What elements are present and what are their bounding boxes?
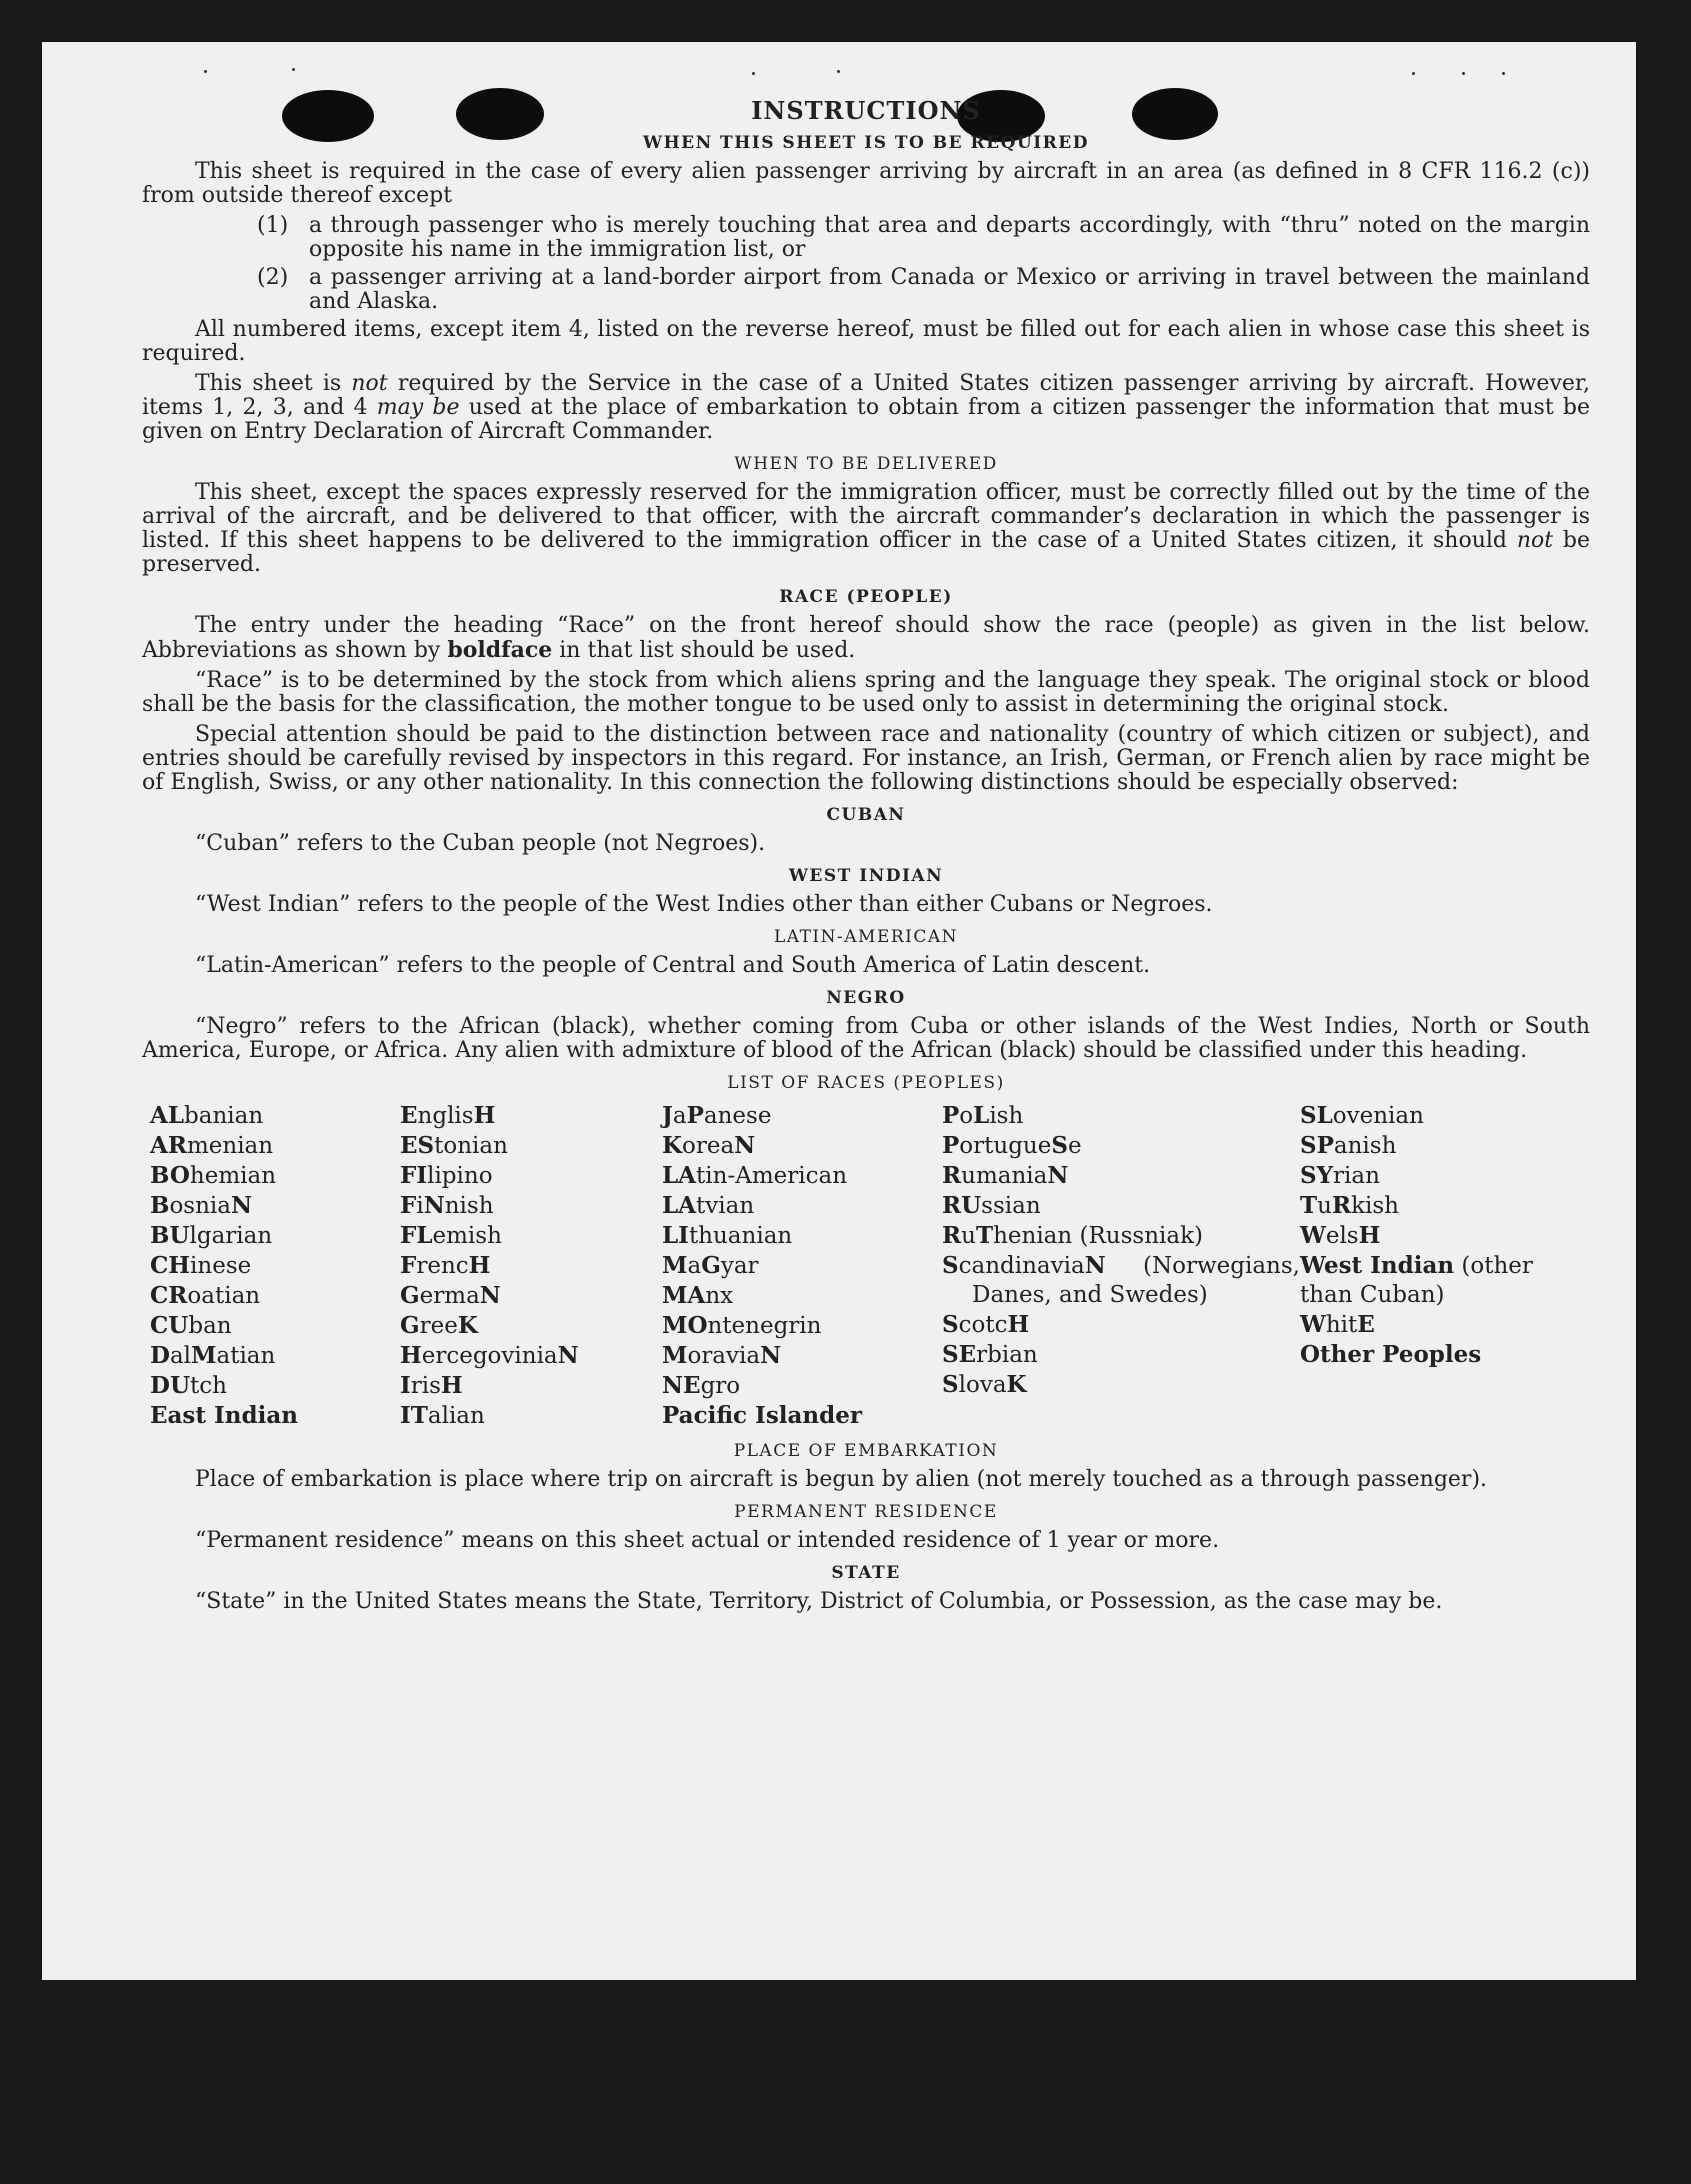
race-entry: LAtvian: [662, 1192, 755, 1219]
race-list: [150, 1101, 1590, 1431]
race-entry: ITalian: [400, 1402, 485, 1429]
speck: [837, 70, 840, 73]
section-heading-negro: NEGRO: [826, 988, 906, 1008]
section-heading-residence: PERMANENT RESIDENCE: [734, 1502, 998, 1522]
paragraph: “State” in the United States means the State, Territory, District of Columbia, or Possession, as the case may be.: [195, 1589, 1443, 1614]
race-entry: RUssian: [942, 1192, 1041, 1219]
race-entry: FiNnish: [400, 1192, 494, 1219]
section-heading-required: WHEN THIS SHEET IS TO BE REQUIRED: [642, 133, 1090, 153]
race-entry: EStonian: [400, 1132, 508, 1159]
paragraph: “Race” is to be determined by the stock from which aliens spring and the language they speak. The original stock or blood shall be the basis for the classification, the mother tongue to be used only to assist in determining the original stock.: [142, 668, 1590, 717]
section-heading-cuban: CUBAN: [826, 805, 906, 825]
race-entry: MOntenegrin: [662, 1312, 822, 1339]
race-entry: HercegoviniaN: [400, 1342, 579, 1369]
race-column: [400, 1101, 662, 1431]
race-entry: JaPanese: [662, 1102, 772, 1129]
race-entry: RuThenian (Russniak): [942, 1222, 1204, 1249]
race-entry: RumaniaN: [942, 1162, 1069, 1189]
race-entry: MaGyar: [662, 1252, 759, 1279]
speck: [1412, 72, 1415, 75]
paragraph: Special attention should be paid to the distinction between race and nationality (country of which citizen or subject), and entries should be carefully revised by inspectors in this regard. For instance, an Irish, German, or French alien by race might be of English, Swiss, or any other nationality. In this connection the following distinctions should be especially observed:: [142, 722, 1590, 795]
instructions-content: [142, 96, 1590, 1620]
speck: [204, 70, 207, 73]
race-entry: ARmenian: [150, 1132, 274, 1159]
race-entry: SErbian: [942, 1341, 1038, 1368]
document-sheet: [42, 42, 1636, 1980]
race-entry: WhitE: [1300, 1311, 1375, 1338]
race-entry: MAnx: [662, 1282, 734, 1309]
race-entry: IrisH: [400, 1372, 463, 1399]
speck: [292, 68, 295, 71]
paragraph: This sheet is not required by the Service in the case of a United States citizen passenger arriving by aircraft. However, items 1, 2, 3, and 4 may be used at the place of embarkation to obtain from a citizen passenger the information that must be given on Entry Declaration of Aircraft Commander.: [142, 371, 1590, 444]
paragraph: The entry under the heading “Race” on the front hereof should show the race (people) as given in the list below. Abbreviations as shown by boldface in that list should be used.: [142, 613, 1590, 663]
race-entry: Pacific Islander: [662, 1402, 862, 1429]
race-entry: ScandinaviaN (Norwegians, Danes, and Swedes): [942, 1252, 1300, 1308]
item-number: (1): [257, 213, 289, 238]
paragraph: Place of embarkation is place where trip on aircraft is begun by alien (not merely touched as a through passenger).: [195, 1467, 1488, 1492]
race-entry: FIlipino: [400, 1162, 493, 1189]
paragraph: This sheet, except the spaces expressly reserved for the immigration officer, must be correctly filled out by the time of the arrival of the aircraft, and be delivered to that officer, with the aircraft commander’s declaration in which the passenger is listed. If this sheet happens to be delivered to the immigration officer in the case of a United States citizen, it should not be preserved.: [142, 480, 1590, 577]
paragraph: “Permanent residence” means on this sheet actual or intended residence of 1 year or more.: [195, 1528, 1220, 1553]
race-entry: BOhemian: [150, 1162, 277, 1189]
section-heading-state: STATE: [831, 1563, 901, 1583]
race-column: [662, 1101, 942, 1431]
race-entry: WelsH: [1300, 1222, 1381, 1249]
item-text: a through passenger who is merely touching that area and departs accordingly, with “thru” noted on the margin opposite his name in the immigration list, or: [309, 213, 1590, 262]
race-entry: DUtch: [150, 1372, 227, 1399]
race-entry: EnglisH: [400, 1102, 496, 1129]
page-title: INSTRUCTIONS: [751, 96, 981, 125]
race-column: [1300, 1101, 1550, 1431]
race-entry: TuRkish: [1300, 1192, 1399, 1219]
race-entry: DalMatian: [150, 1342, 276, 1369]
race-entry: PoLish: [942, 1102, 1024, 1129]
paragraph: “Negro” refers to the African (black), whether coming from Cuba or other islands of the West Indies, North or South America, Europe, or Africa. Any alien with admixture of blood of the African (black) should be classified under this heading.: [142, 1014, 1590, 1063]
race-entry: CRoatian: [150, 1282, 261, 1309]
race-entry: BUlgarian: [150, 1222, 273, 1249]
race-entry: PortugueSe: [942, 1132, 1082, 1159]
section-heading-west-indian: WEST INDIAN: [788, 866, 944, 886]
exception-item: [142, 266, 1590, 314]
paragraph: “Latin-American” refers to the people of Central and South America of Latin descent.: [195, 953, 1151, 978]
paragraph: “Cuban” refers to the Cuban people (not Negroes).: [195, 831, 766, 856]
race-entry: East Indian: [150, 1402, 298, 1429]
race-entry: GermaN: [400, 1282, 501, 1309]
section-heading-list: LIST OF RACES (PEOPLES): [727, 1073, 1005, 1093]
race-entry: CUban: [150, 1312, 232, 1339]
race-entry: ALbanian: [150, 1102, 264, 1129]
paragraph: This sheet is required in the case of every alien passenger arriving by aircraft in an area (as defined in 8 CFR 116.2 (c)) from outside thereof except: [142, 159, 1590, 208]
race-entry: SYrian: [1300, 1162, 1380, 1189]
race-entry: West Indian (other than Cuban): [1300, 1252, 1533, 1308]
item-text: a passenger arriving at a land-border airport from Canada or Mexico or arriving in travel between the mainland and Alaska.: [309, 265, 1590, 314]
race-entry: SPanish: [1300, 1132, 1397, 1159]
race-entry: CHinese: [150, 1252, 252, 1279]
race-entry: FrencH: [400, 1252, 491, 1279]
speck: [1462, 72, 1465, 75]
race-column: [942, 1101, 1300, 1431]
race-entry: Other Peoples: [1300, 1341, 1482, 1368]
race-entry: FLemish: [400, 1222, 502, 1249]
race-entry: ScotcH: [942, 1311, 1030, 1338]
race-entry: LIthuanian: [662, 1222, 793, 1249]
speck: [1502, 72, 1505, 75]
race-entry: BosniaN: [150, 1192, 253, 1219]
section-heading-race: RACE (PEOPLE): [779, 587, 953, 607]
item-number: (2): [257, 265, 289, 290]
race-entry: MoraviaN: [662, 1342, 782, 1369]
speck: [752, 72, 755, 75]
section-heading-embarkation: PLACE OF EMBARKATION: [733, 1441, 999, 1461]
exception-item: [142, 214, 1590, 262]
race-column: [150, 1101, 400, 1431]
section-heading-delivered: WHEN TO BE DELIVERED: [734, 454, 998, 474]
section-heading-latin: LATIN-AMERICAN: [773, 927, 959, 947]
race-entry: GreeK: [400, 1312, 478, 1339]
race-entry: SlovaK: [942, 1371, 1027, 1398]
race-entry: SLovenian: [1300, 1102, 1424, 1129]
paragraph: “West Indian” refers to the people of the West Indies other than either Cubans or Negroes.: [195, 892, 1213, 917]
paragraph: All numbered items, except item 4, listed on the reverse hereof, must be filled out for each alien in whose case this sheet is required.: [142, 317, 1590, 366]
race-entry: LAtin-American: [662, 1162, 848, 1189]
race-entry: NEgro: [662, 1372, 741, 1399]
race-entry: KoreaN: [662, 1132, 756, 1159]
